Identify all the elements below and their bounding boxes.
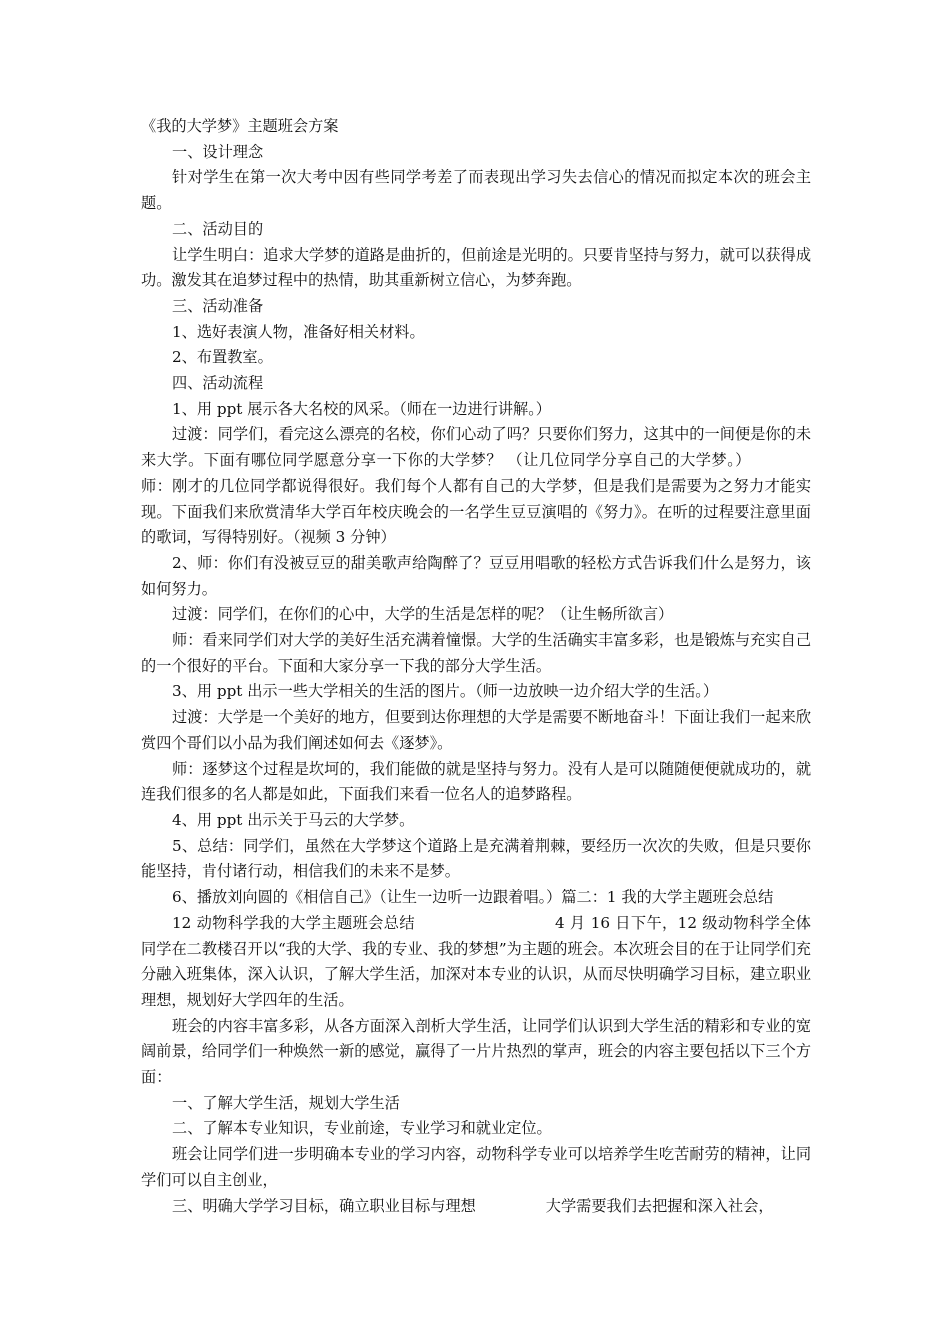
summary-point-1: 一、了解大学生活，规划大学生活 [172,1093,400,1112]
flow-step-1: 1、用 ppt 展示各大名校的风采。（师在一边进行讲解。） [172,399,551,418]
summary-point-2: 二、了解本专业知识，专业前途，专业学习和就业定位。 [172,1119,552,1138]
flow-step-3: 3、用 ppt 出示一些大学相关的生活的图片。（师一边放映一边介绍大学的生活。） [172,682,719,701]
transition-paragraph-3: 过渡：大学是一个美好的地方，但要到达你理想的大学是需要不断地奋斗！下面让我们一起来欣赏四个哥们以小品为我们阐述如何去《逐梦》。 [141,708,811,752]
preparation-item-1: 1、选好表演人物，准备好相关材料。 [172,322,425,341]
flow-step-2: 2、师：你们有没被豆豆的甜美歌声给陶醉了？豆豆用唱歌的轻松方式告诉我们什么是努力，该如何努力。 [141,553,811,598]
teacher-remark-2: 师：看来同学们对大学的美好生活充满着憧憬。大学的生活确实丰富多彩，也是锻炼与充实自己的一个很好的平台。下面和大家分享一下我的部分大学生活。 [141,631,811,675]
summary-point-3-text: 大学需要我们去把握和深入社会， [545,1196,774,1215]
summary-paragraph-1 [141,911,811,1014]
transition-1-text: 过渡：同学们，看完这么漂亮的名校，你们心动了吗？只要你们努力，这其中的一间便是你的未来大学。下面有哪位同学愿意分享一下你的大学梦？ （让几位同学分享自己的大学梦。） [141,425,811,470]
activity-purpose-paragraph: 让学生明白：追求大学梦的道路是曲折的，但前途是光明的。只要肯坚持与努力，就可以获得成功。激发其在追梦过程中的热情，助其重新树立信心，为梦奔跑。 [141,245,811,290]
transition-paragraph-2: 过渡：同学们，在你们的心中，大学的生活是怎样的呢？（让生畅所欲言） [172,605,674,624]
summary-point-2-text: 班会让同学们进一步明确本专业的学习内容，动物科学专业可以培养学生吃苦耐劳的精神，让同学们可以自主创业， [141,1145,811,1189]
summary-intro: 4 月 16 日下午，12 级动物科学全体同学在二教楼召开以“我的大学、我的专业、我的梦想”为主题的班会。本次班会目的在于让同学们充分融入班集体，深入认识，了解大学生活，加深对本专业的认识，从而尽快明确学习目标，建立职业理想，规划好大学四年的生活。 [141,913,811,1009]
section-heading-activity-flow: 四、活动流程 [172,374,264,393]
transition-paragraph-1 [141,422,811,551]
document-body [141,114,811,1219]
section-heading-design-concept: 一、设计理念 [172,142,264,161]
section-heading-activity-preparation: 三、活动准备 [172,296,264,315]
teacher-remark-1: 师：刚才的几位同学都说得很好。我们每个人都有自己的大学梦，但是我们是需要为之努力才能实现。下面我们来欣赏清华大学百年校庆晚会的一名学生豆豆演唱的《努力》。在听的过程要注意里面的歌词，写得特别好。（视频 3 分钟） [141,476,811,547]
summary-point-3-heading: 三、明确大学学习目标，确立职业目标与理想 [172,1196,476,1215]
flow-step-6: 6、播放刘向圆的《相信自己》（让生一边听一边跟着唱。）篇二：1 我的大学主题班会总结 [172,888,774,907]
document-title: 《我的大学梦》主题班会方案 [141,117,339,135]
summary-paragraph-2: 班会的内容丰富多彩，从各方面深入剖析大学生活，让同学们认识到大学生活的精彩和专业的宽阔前景，给同学们一种焕然一新的感觉，赢得了一片片热烈的掌声，班会的内容主要包括以下三个方面： [141,1016,811,1087]
preparation-item-2: 2、布置教室。 [172,348,273,367]
design-concept-paragraph: 针对学生在第一次大考中因有些同学考差了而表现出学习失去信心的情况而拟定本次的班会主题。 [141,168,811,213]
summary-title: 12 动物科学我的大学主题班会总结 [172,913,415,932]
teacher-remark-3: 师：逐梦这个过程是坎坷的，我们能做的就是坚持与努力。没有人是可以随随便便就成功的，就连我们很多的名人都是如此，下面我们来看一位名人的追梦路程。 [141,759,811,804]
flow-step-5: 5、总结：同学们，虽然在大学梦这个道路上是充满着荆棘，要经历一次次的失败，但是只要你能坚持，肯付诸行动，相信我们的未来不是梦。 [141,836,811,881]
section-heading-activity-purpose: 二、活动目的 [172,219,264,238]
summary-point-3 [141,1194,811,1220]
flow-step-4: 4、用 ppt 出示关于马云的大学梦。 [172,810,415,829]
